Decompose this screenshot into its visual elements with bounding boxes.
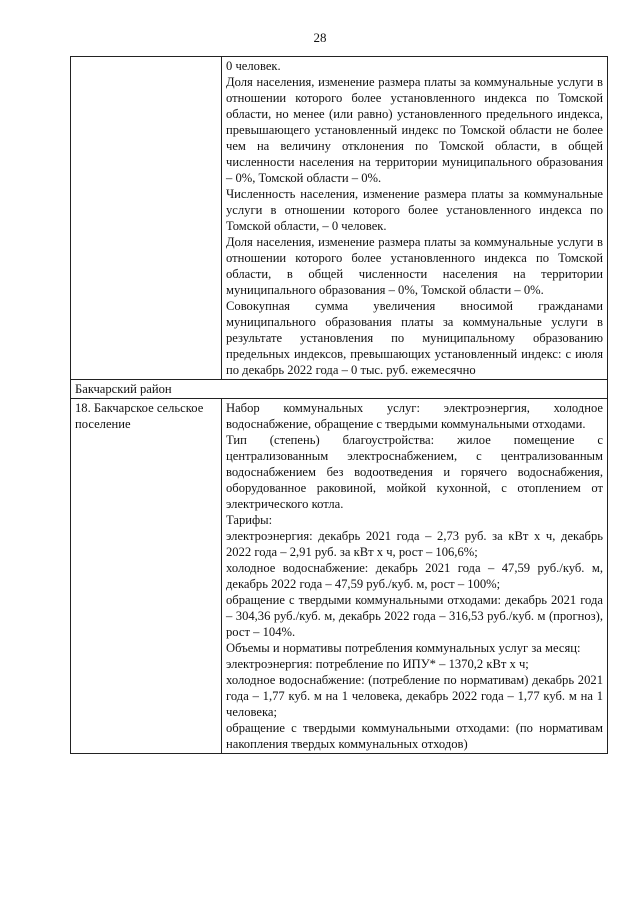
paragraph: Совокупная сумма увеличения вносимой гражданами муниципального образования платы за коммунальные услуги в результате установления по муниципальному образованию предельных индексов, превышающих установленный индекс: с июля по декабрь 2022 года – 0 тыс. руб. ежемесячно	[226, 299, 603, 377]
paragraph: Доля населения, изменение размера платы за коммунальные услуги в отношении которого более установленного индекса по Томской области, но менее (или равно) установленного предельного индекса, превышающего установленный индекс по Томской области не более чем на величину отклонения по Томской области, в общей численности населения на территории муниципального образования – 0%, Томской области – 0%.	[226, 75, 603, 185]
paragraph: электроэнергия: потребление по ИПУ* – 1370,2 кВт х ч;	[226, 657, 529, 671]
cell-continuation-text	[222, 57, 608, 380]
paragraph: обращение с твердыми коммунальными отходами: (по нормативам накопления твердых коммунальных отходов)	[226, 721, 603, 751]
paragraph: 0 человек.	[226, 59, 281, 73]
settlement-name: 18. Бакчарское сельское поселение	[71, 399, 222, 754]
paragraph: электроэнергия: декабрь 2021 года – 2,73 руб. за кВт х ч, декабрь 2022 года – 2,91 руб. за кВт х ч, рост – 106,6%;	[226, 529, 603, 559]
paragraph: Численность населения, изменение размера платы за коммунальные услуги в отношении которого более установленного индекса по Томской области, – 0 человек.	[226, 187, 603, 233]
page-number: 28	[313, 30, 327, 45]
paragraph: холодное водоснабжение: (потребление по нормативам) декабрь 2021 года – 1,77 куб. м на 1 человека, декабрь 2022 года – 1,77 куб. м на 1 человека;	[226, 673, 603, 719]
table-row-region	[71, 380, 608, 399]
paragraph: Тарифы:	[226, 513, 273, 527]
region-heading: Бакчарский район	[71, 380, 608, 399]
table-row-18	[71, 399, 608, 754]
paragraph: Доля населения, изменение размера платы за коммунальные услуги в отношении которого более установленного индекса по Томской области, в общей численности населения на территории муниципального образования – 0%, Томской области – 0%.	[226, 235, 603, 297]
paragraph: Объемы и нормативы потребления коммунальных услуг за месяц:	[226, 641, 581, 655]
table-row-continuation	[71, 57, 608, 380]
cell-left-empty	[71, 57, 222, 380]
cell-settlement-text	[222, 399, 608, 754]
paragraph: холодное водоснабжение: декабрь 2021 года – 47,59 руб./куб. м, декабрь 2022 года – 47,59 руб./куб. м, рост – 100%;	[226, 561, 603, 591]
document-table	[70, 56, 608, 754]
paragraph: обращение с твердыми коммунальными отходами: декабрь 2021 года – 304,36 руб./куб. м, декабрь 2022 года – 316,53 руб./куб. м (прогноз), рост – 104%.	[226, 593, 603, 639]
paragraph: Тип (степень) благоустройства: жилое помещение с централизованным электроснабжением, с централизованным водоснабжением без водоотведения и горячего водоснабжения, оборудованное раковиной, мойкой кухонной, с отоплением от электрического котла.	[226, 433, 603, 511]
paragraph: Набор коммунальных услуг: электроэнергия, холодное водоснабжение, обращение с твердыми коммунальными отходами.	[226, 401, 603, 431]
